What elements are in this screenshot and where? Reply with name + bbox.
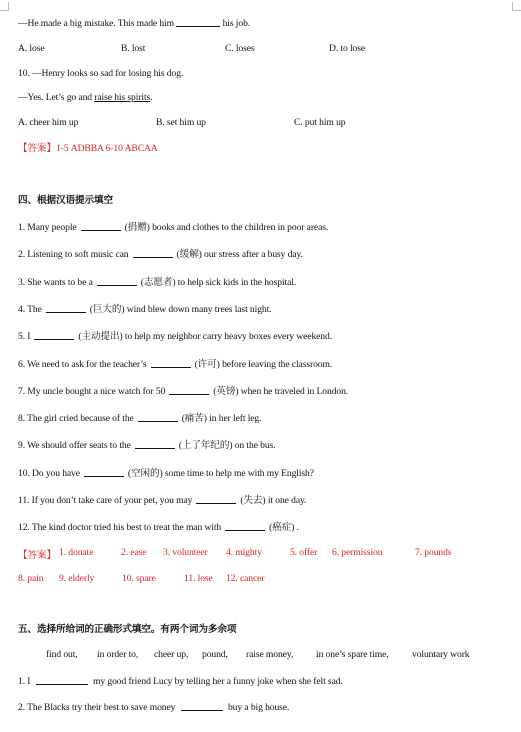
chinese-hint: (许可) xyxy=(194,359,220,370)
section-5-title: 五、选择所给词的正确形式填空。有两个词为多余项 xyxy=(18,624,237,635)
answer-item: 3. volunteer xyxy=(163,547,208,558)
chinese-hint: (缓解) xyxy=(176,249,202,260)
answer-blank[interactable] xyxy=(135,439,175,449)
answer-key-1: 【答案】1-5 ADBBA 6-10 ABCAA xyxy=(18,143,158,154)
chinese-hint: (英镑) xyxy=(213,386,239,397)
answer-item: 10. spare xyxy=(122,573,156,584)
chinese-hint: (癌症) xyxy=(269,522,295,533)
section-4-item xyxy=(18,246,303,260)
answer-label: 【答案】 xyxy=(18,143,56,154)
word-bank-item: find out, xyxy=(46,649,78,660)
section-5-item-2: 2. The Blacks try their best to save money buy a big house. xyxy=(18,702,290,713)
section-4-item xyxy=(18,356,332,370)
corner-mark-top-left xyxy=(0,2,9,11)
answer-label: 【答案】 xyxy=(18,550,56,561)
word-bank-item: voluntary work xyxy=(412,649,470,660)
item-text-before: 2. Listening to soft music can xyxy=(18,249,129,260)
chinese-hint: (巨大的) xyxy=(89,304,125,315)
item-text-before: 7. My uncle bought a nice watch for 50 xyxy=(18,386,166,397)
answer-blank[interactable] xyxy=(138,412,178,422)
answer-item: 4. mighty xyxy=(226,547,262,558)
word-bank-item: in order to, xyxy=(97,649,139,660)
item-text-before: 8. The girl cried because of the xyxy=(18,413,134,424)
answer-item: 11. lose xyxy=(184,573,213,584)
item-text-before: 9. We should offer seats to the xyxy=(18,440,131,451)
word-bank-item: in one’s spare time, xyxy=(316,649,389,660)
item-text-before: 4. The xyxy=(18,304,42,315)
option-a[interactable]: A. lose xyxy=(18,43,45,54)
answer-item: 1. donate xyxy=(59,547,94,558)
chinese-hint: (空闲的) xyxy=(127,468,163,479)
answer-blank[interactable] xyxy=(169,385,209,395)
chinese-hint: (上了年纪的) xyxy=(178,440,233,451)
option-b[interactable]: B. lost xyxy=(121,43,146,54)
question-9-options xyxy=(18,43,518,57)
word-bank-item: cheer up, xyxy=(154,649,189,660)
answer-blank[interactable] xyxy=(84,467,124,477)
item-text-after: . xyxy=(296,522,299,533)
section-4-item xyxy=(18,274,296,288)
item-text-before: 5. I xyxy=(18,331,31,342)
answer-key-2-line-2 xyxy=(18,573,518,587)
item-text-after: it one day. xyxy=(267,495,307,506)
answer-item: 8. pain xyxy=(18,573,44,584)
chinese-hint: (失去) xyxy=(240,495,266,506)
item-text-before: 10. Do you have xyxy=(18,468,80,479)
answer-blank[interactable] xyxy=(196,494,236,504)
option-c[interactable]: C. put him up xyxy=(294,117,346,128)
item-text-before: 12. The kind doctor tried his best to treat the man with xyxy=(18,522,222,533)
item-text-after: before leaving the classroom. xyxy=(222,359,333,370)
underlined-phrase: raise his spirits xyxy=(94,92,151,103)
answer-blank[interactable] xyxy=(133,248,173,258)
answer-item: 7. pounds xyxy=(415,547,452,558)
section-4-item xyxy=(18,465,314,479)
section-5-item-1: 1. I my good friend Lucy by telling her a funny joke when she felt sad. xyxy=(18,676,343,687)
answer-blank[interactable] xyxy=(151,358,191,368)
answer-item: 12. cancer xyxy=(226,573,265,584)
answer-blank[interactable] xyxy=(81,221,121,231)
word-bank-item: pound, xyxy=(202,649,228,660)
answer-blank[interactable] xyxy=(97,276,137,286)
item-text-after: wind blew down many trees last night. xyxy=(126,304,272,315)
option-d[interactable]: D. to lose xyxy=(329,43,366,54)
answer-blank[interactable] xyxy=(36,675,88,685)
answer-item: 9. elderly xyxy=(59,573,95,584)
section-4-item xyxy=(18,219,328,233)
item-text-before: 3. She wants to be a xyxy=(18,277,93,288)
question-10-options xyxy=(18,117,518,131)
chinese-hint: (痛苦) xyxy=(181,413,207,424)
answer-blank[interactable] xyxy=(225,521,265,531)
section-4-item xyxy=(18,492,306,506)
item-text-after: in her left leg. xyxy=(209,413,262,424)
item-text-after: books and clothes to the children in poor areas. xyxy=(152,222,329,233)
answer-item: 5. offer xyxy=(290,547,318,558)
answer-blank[interactable] xyxy=(176,17,220,27)
corner-mark-top-right xyxy=(512,2,521,11)
chinese-hint: (主动提出) xyxy=(78,331,123,342)
option-c[interactable]: C. loses xyxy=(225,43,255,54)
answer-item: 2. ease xyxy=(121,547,147,558)
answer-item: 6. permission xyxy=(332,547,383,558)
word-bank xyxy=(46,649,506,663)
answer-blank[interactable] xyxy=(34,330,74,340)
item-text-after: our stress after a busy day. xyxy=(204,249,303,260)
question-9-stem: —He made a big mistake. This made him his job. xyxy=(18,18,251,29)
item-text-before: 11. If you don’t take care of your pet, you may xyxy=(18,495,193,506)
section-4-title: 四、根据汉语提示填空 xyxy=(18,195,113,206)
chinese-hint: (捐赠) xyxy=(124,222,150,233)
section-4-item xyxy=(18,301,271,315)
section-4-item xyxy=(18,410,261,424)
item-text-before: 1. Many people xyxy=(18,222,77,233)
section-4-item xyxy=(18,519,299,533)
answer-blank[interactable] xyxy=(181,701,223,711)
chinese-hint: (志愿者) xyxy=(140,277,176,288)
word-bank-item: raise money, xyxy=(246,649,294,660)
item-text-after: on the bus. xyxy=(234,440,276,451)
question-10-reply: —Yes. Let’s go and raise his spirits. xyxy=(18,92,153,103)
section-4-item xyxy=(18,383,348,397)
question-10-stem: 10. —Henry looks so sad for losing his dog. xyxy=(18,68,184,79)
item-text-before: 6. We need to ask for the teacher’s xyxy=(18,359,147,370)
option-b[interactable]: B. set him up xyxy=(156,117,206,128)
section-4-item xyxy=(18,437,275,451)
answer-key-2-line-1 xyxy=(18,547,518,561)
item-text-after: to help my neighbor carry heavy boxes every weekend. xyxy=(124,331,332,342)
option-a[interactable]: A. cheer him up xyxy=(18,117,79,128)
item-text-after: when he traveled in London. xyxy=(240,386,349,397)
item-text-after: some time to help me with my English? xyxy=(164,468,314,479)
item-text-after: to help sick kids in the hospital. xyxy=(177,277,297,288)
answer-blank[interactable] xyxy=(46,303,86,313)
section-4-item xyxy=(18,328,332,342)
